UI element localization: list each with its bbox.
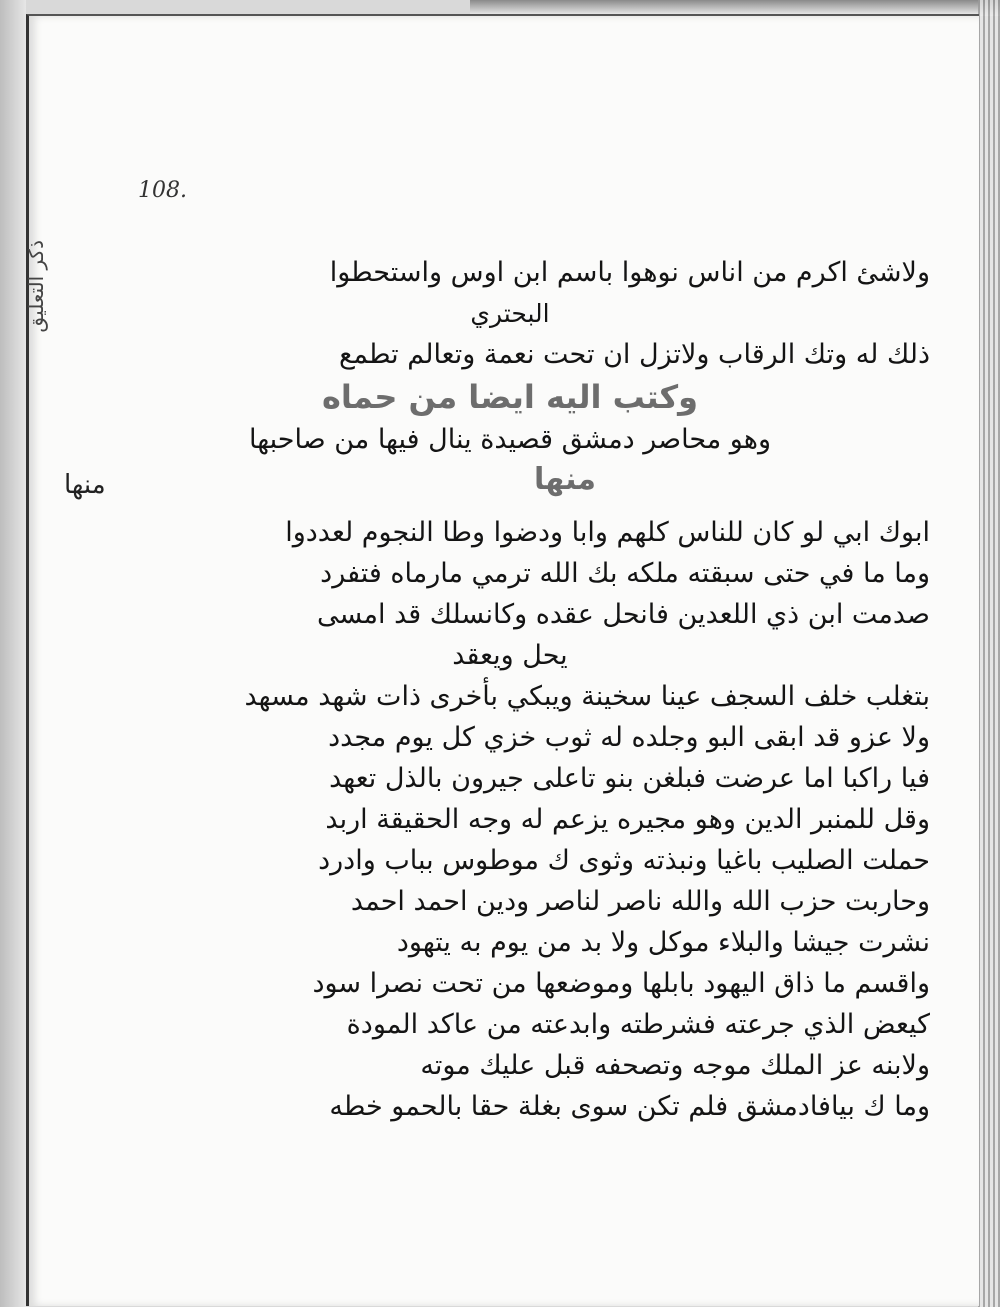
side-word-minha: منها xyxy=(64,470,106,500)
text-line: ذلك له وتك الرقاب ولاتزل ان تحت نعمة وتعالم تطمع xyxy=(339,339,930,370)
text-line: حملت الصليب باغيا ونبذته وثوى ك موطوس بباب وادرد xyxy=(318,845,930,876)
text-line: يحل ويعقد xyxy=(452,640,568,671)
text-line: واقسم ما ذاق اليهود بابلها وموضعها من تحت نصرا سود xyxy=(312,968,930,999)
text-line: كيعض الذي جرعته فشرطته وابدعته من عاكد المودة xyxy=(346,1009,930,1040)
text-line: فيا راكبا اما عرضت فبلغن بنو تاعلى جيرون بالذل تعهد xyxy=(329,763,930,794)
section-heading: وكتب اليه ايضا من حماه xyxy=(321,378,698,416)
text-line: وما ك بيافادمشق فلم تكن سوى بغلة حقا بالحمو خطه xyxy=(329,1091,930,1122)
text-line: وهو محاصر دمشق قصيدة ينال فيها من صاحبها xyxy=(248,424,772,455)
margin-note: ذكر التعليق xyxy=(24,240,48,333)
text-line: وقل للمنبر الدين وهو مجيره يزعم له وجه الحقيقة اربد xyxy=(325,804,930,835)
binding-shadow xyxy=(0,0,26,1307)
section-subheading: منها xyxy=(534,462,596,497)
page-stack-edge xyxy=(978,0,1000,1307)
text-line: وحاربت حزب الله والله ناصر لناصر ودين احمد احمد xyxy=(350,886,930,917)
text-line: صدمت ابن ذي اللعدين فانحل عقده وكانسلك قد امسى xyxy=(316,599,930,630)
text-line: ابوك ابي لو كان للناس كلهم وابا ودضوا وطا النجوم لعددوا xyxy=(285,517,930,548)
folio-number: 108. xyxy=(138,178,187,203)
manuscript-text xyxy=(90,252,930,1127)
poet-name: البحتري xyxy=(470,299,550,328)
text-line: وما ما في حتى سبقته ملكه بك الله ترمي مارماه فتفرد xyxy=(320,558,930,589)
text-line: نشرت جيشا والبلاء موكل ولا بد من يوم به يتهود xyxy=(396,927,930,958)
spacer xyxy=(90,500,930,512)
text-line: ولاشئ اكرم من اناس نوهوا باسم ابن اوس واستحطوا xyxy=(329,257,930,288)
text-line: بتغلب خلف السجف عينا سخينة ويبكي بأخرى ذات شهد مسهد xyxy=(244,681,930,712)
text-line: ولابنه عز الملك موجه وتصحفه قبل عليك موته xyxy=(420,1050,930,1081)
text-line: ولا عزو قد ابقى البو وجلده له ثوب خزي كل يوم مجدد xyxy=(328,722,930,753)
